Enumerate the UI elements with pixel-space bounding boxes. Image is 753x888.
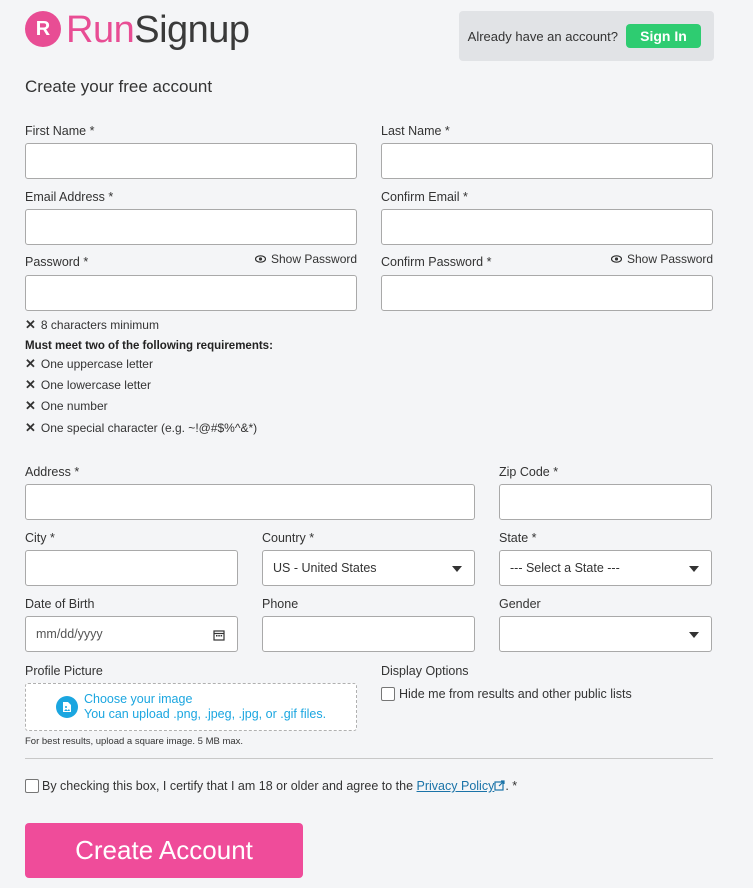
- chevron-down-icon: [689, 566, 699, 572]
- email-label: Email Address *: [25, 190, 114, 204]
- upload-hint: For best results, upload a square image. 5 MB max.: [25, 736, 244, 747]
- state-value: --- Select a State ---: [510, 561, 620, 575]
- requirement-text: 8 characters minimum: [40, 318, 159, 332]
- logo-icon: R: [25, 11, 61, 47]
- page-title: Create your free account: [25, 77, 213, 96]
- external-link-icon: [494, 780, 505, 791]
- requirement-text: One lowercase letter: [40, 378, 151, 392]
- gender-select[interactable]: [499, 616, 712, 652]
- signin-prompt: Already have an account?: [467, 28, 618, 44]
- hide-results-label: Hide me from results and other public lists: [399, 687, 632, 701]
- zip-label: Zip Code *: [499, 465, 559, 479]
- agree-text-main: By checking this box, I certify that I am 18 or older and agree to the: [42, 779, 414, 793]
- create-account-button[interactable]: Create Account: [25, 823, 303, 878]
- upload-line1: Choose your image: [84, 692, 193, 706]
- show-password-toggle[interactable]: [255, 252, 357, 266]
- logo-run: Run: [66, 9, 135, 51]
- state-label: State *: [499, 531, 537, 545]
- email-input[interactable]: [25, 209, 357, 245]
- image-upload-icon: [56, 696, 78, 718]
- show-password-label: Show Password: [627, 252, 714, 266]
- logo-signup: Signup: [134, 9, 250, 51]
- requirement-text: One number: [40, 399, 108, 413]
- x-icon: ✕: [25, 377, 36, 392]
- show-password-label: Show Password: [271, 252, 358, 266]
- requirement-item: [25, 356, 153, 372]
- image-upload[interactable]: [25, 683, 357, 731]
- first-name-label: First Name *: [25, 124, 95, 138]
- upload-line2: You can upload .png, .jpeg, .jpg, or .gif files.: [84, 707, 327, 721]
- requirement-item: [25, 398, 108, 414]
- calendar-icon[interactable]: [213, 629, 225, 641]
- country-select[interactable]: [262, 550, 475, 586]
- requirement-item: [25, 377, 151, 393]
- requirement-text: One uppercase letter: [40, 357, 153, 371]
- country-value: US - United States: [273, 561, 377, 575]
- x-icon: ✕: [25, 317, 36, 332]
- hide-results-checkbox[interactable]: [381, 687, 395, 701]
- dob-placeholder: mm/dd/yyyy: [36, 627, 103, 641]
- city-input[interactable]: [25, 550, 238, 586]
- address-label: Address *: [25, 465, 80, 479]
- profile-picture-label: Profile Picture: [25, 664, 103, 678]
- signin-panel: [459, 11, 714, 61]
- phone-input[interactable]: [262, 616, 475, 652]
- confirm-password-input[interactable]: [381, 275, 713, 311]
- requirement-min-length: [25, 317, 159, 333]
- zip-input[interactable]: [499, 484, 712, 520]
- agree-checkbox[interactable]: [25, 779, 39, 793]
- requirements-title: Must meet two of the following requirements:: [25, 340, 273, 352]
- state-select[interactable]: [499, 550, 712, 586]
- gender-label: Gender: [499, 597, 541, 611]
- country-label: Country *: [262, 531, 315, 545]
- password-input[interactable]: [25, 275, 357, 311]
- confirm-password-label: Confirm Password *: [381, 255, 492, 269]
- chevron-down-icon: [689, 632, 699, 638]
- agree-suffix: . *: [505, 779, 518, 793]
- display-options-label: Display Options: [381, 664, 469, 678]
- requirement-text: One special character (e.g. ~!@#$%^&*): [40, 421, 258, 435]
- city-label: City *: [25, 531, 55, 545]
- last-name-label: Last Name *: [381, 124, 450, 138]
- dob-input[interactable]: [25, 616, 238, 652]
- logo-text: [66, 8, 250, 52]
- dob-label: Date of Birth: [25, 597, 95, 611]
- agree-text: [42, 779, 517, 793]
- first-name-input[interactable]: [25, 143, 357, 179]
- eye-icon: [255, 255, 266, 263]
- confirm-email-input[interactable]: [381, 209, 713, 245]
- x-icon: ✕: [25, 420, 36, 435]
- x-icon: ✕: [25, 356, 36, 371]
- divider: [25, 758, 713, 759]
- last-name-input[interactable]: [381, 143, 713, 179]
- sign-in-button[interactable]: Sign In: [626, 24, 701, 48]
- privacy-policy-link[interactable]: Privacy Policy: [416, 779, 495, 793]
- show-confirm-password-toggle[interactable]: [611, 252, 713, 266]
- requirement-item: [25, 420, 257, 436]
- password-label: Password *: [25, 255, 89, 269]
- chevron-down-icon: [452, 566, 462, 572]
- x-icon: ✕: [25, 398, 36, 413]
- phone-label: Phone: [262, 597, 299, 611]
- confirm-email-label: Confirm Email *: [381, 190, 468, 204]
- eye-icon: [611, 255, 622, 263]
- address-input[interactable]: [25, 484, 475, 520]
